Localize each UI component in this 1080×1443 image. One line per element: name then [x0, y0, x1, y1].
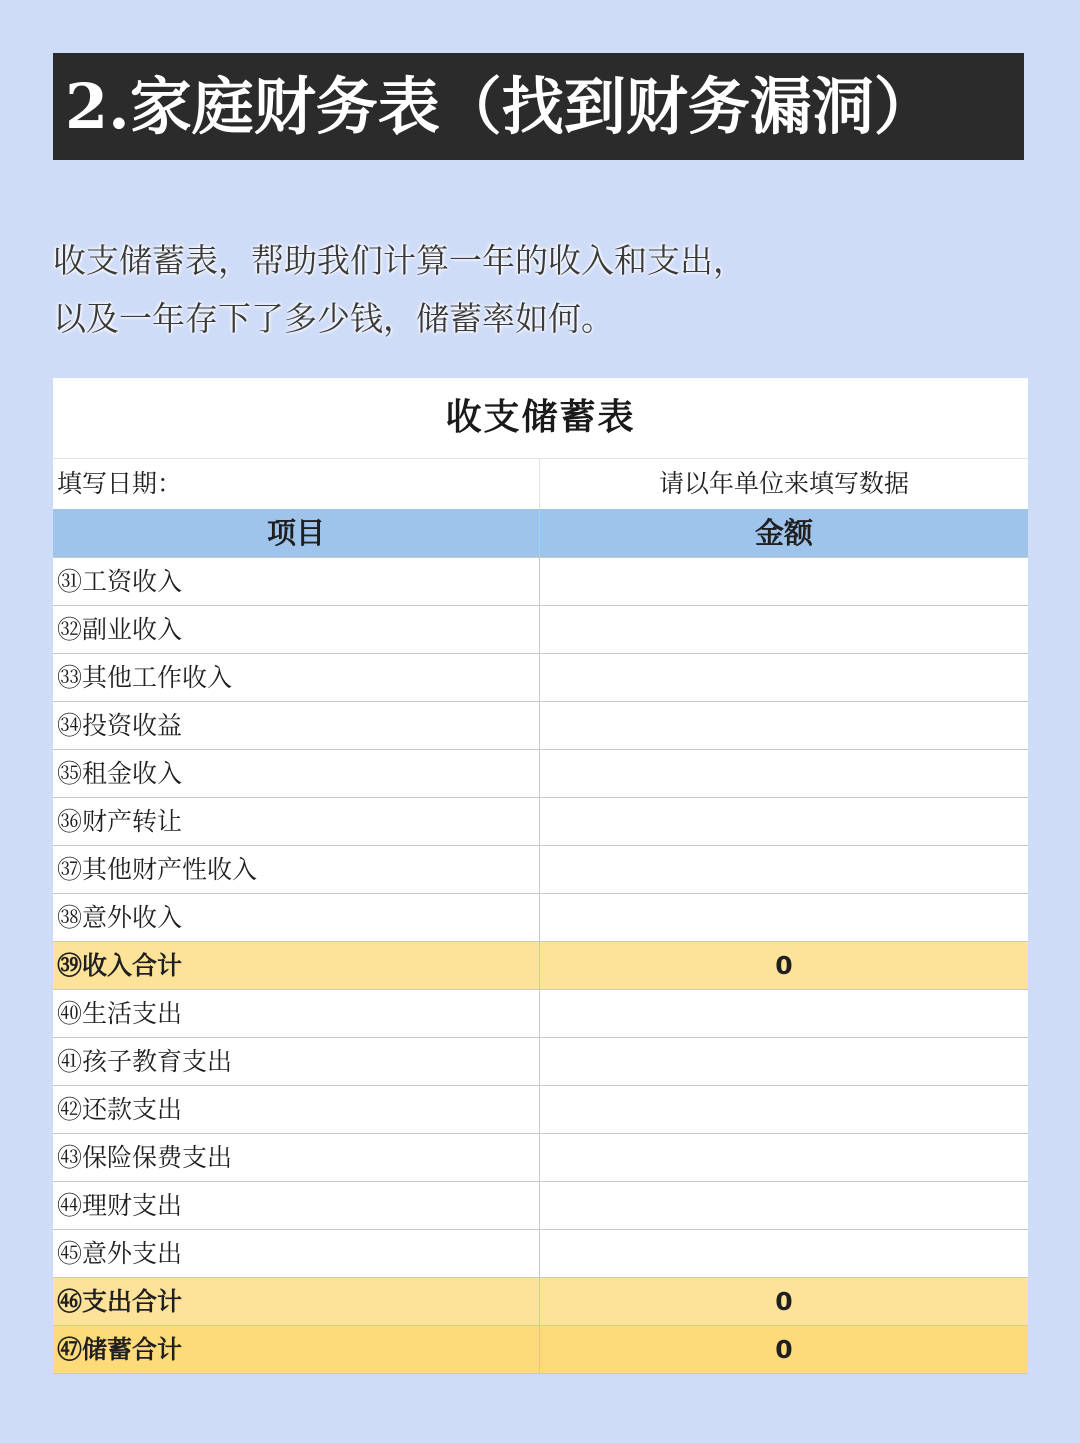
table-row: [53, 894, 1028, 942]
item-cell: ㊶孩子教育支出: [53, 1038, 540, 1085]
item-cell: ㊵生活支出: [53, 990, 540, 1037]
item-cell: ㊲其他财产性收入: [53, 846, 540, 893]
item-cell: ㊹理财支出: [53, 1182, 540, 1229]
table-row: [53, 654, 1028, 702]
amount-cell[interactable]: [540, 990, 1028, 1037]
amount-cell[interactable]: [540, 1086, 1028, 1133]
table-header-row: [53, 509, 1028, 558]
amount-cell[interactable]: [540, 702, 1028, 749]
table-row: [53, 750, 1028, 798]
amount-cell[interactable]: [540, 1038, 1028, 1085]
income-expense-savings-table: [53, 378, 1028, 1374]
total-cell: 0: [775, 1335, 793, 1364]
amount-cell[interactable]: [540, 798, 1028, 845]
table-row: [53, 606, 1028, 654]
item-cell: ㉟租金收入: [53, 750, 540, 797]
description: [53, 232, 1033, 348]
expense-total-row: [53, 1278, 1028, 1326]
item-cell: ㉞投资收益: [53, 702, 540, 749]
total-cell: 0: [775, 1287, 793, 1316]
item-cell: ㉝其他工作收入: [53, 654, 540, 701]
amount-cell[interactable]: [540, 1182, 1028, 1229]
item-cell: ㊱财产转让: [53, 798, 540, 845]
item-cell: ㉛工资收入: [53, 558, 540, 605]
table-row: [53, 798, 1028, 846]
table-row: [53, 1086, 1028, 1134]
table-row: [53, 1230, 1028, 1278]
amount-cell[interactable]: [540, 606, 1028, 653]
item-cell: ㊻支出合计: [53, 1278, 540, 1325]
item-cell: ㊴收入合计: [53, 942, 540, 989]
item-cell: ㊸保险保费支出: [53, 1134, 540, 1181]
amount-cell[interactable]: [540, 558, 1028, 605]
description-line-1: 收支储蓄表，帮助我们计算一年的收入和支出，: [53, 241, 746, 280]
income-total-row: [53, 942, 1028, 990]
table-row: [53, 702, 1028, 750]
meta-row: [53, 459, 1028, 509]
savings-total-row: [53, 1326, 1028, 1374]
table-row: [53, 558, 1028, 606]
table-row: [53, 846, 1028, 894]
item-cell: ㊳意外收入: [53, 894, 540, 941]
date-label: 填写日期：: [53, 459, 540, 509]
column-header-item: 项目: [53, 509, 540, 557]
amount-cell[interactable]: [540, 846, 1028, 893]
unit-note: 请以年单位来填写数据: [658, 469, 909, 498]
amount-cell[interactable]: [540, 894, 1028, 941]
item-cell: ㊷还款支出: [53, 1086, 540, 1133]
table-row: [53, 1038, 1028, 1086]
item-cell: ㊼储蓄合计: [53, 1326, 540, 1373]
amount-cell[interactable]: [540, 654, 1028, 701]
amount-cell[interactable]: [540, 1230, 1028, 1277]
amount-cell[interactable]: [540, 1134, 1028, 1181]
amount-cell[interactable]: [540, 750, 1028, 797]
total-cell: 0: [775, 951, 793, 980]
table-row: [53, 1182, 1028, 1230]
column-header-amount: 金额: [754, 516, 813, 550]
item-cell: ㊺意外支出: [53, 1230, 540, 1277]
page-title: 2.家庭财务表（找到财务漏洞）: [53, 53, 1024, 160]
description-line-2: 以及一年存下了多少钱，储蓄率如何。: [53, 299, 614, 338]
item-cell: ㉜副业收入: [53, 606, 540, 653]
table-row: [53, 1134, 1028, 1182]
table-title: 收支储蓄表: [53, 378, 1028, 459]
table-row: [53, 990, 1028, 1038]
